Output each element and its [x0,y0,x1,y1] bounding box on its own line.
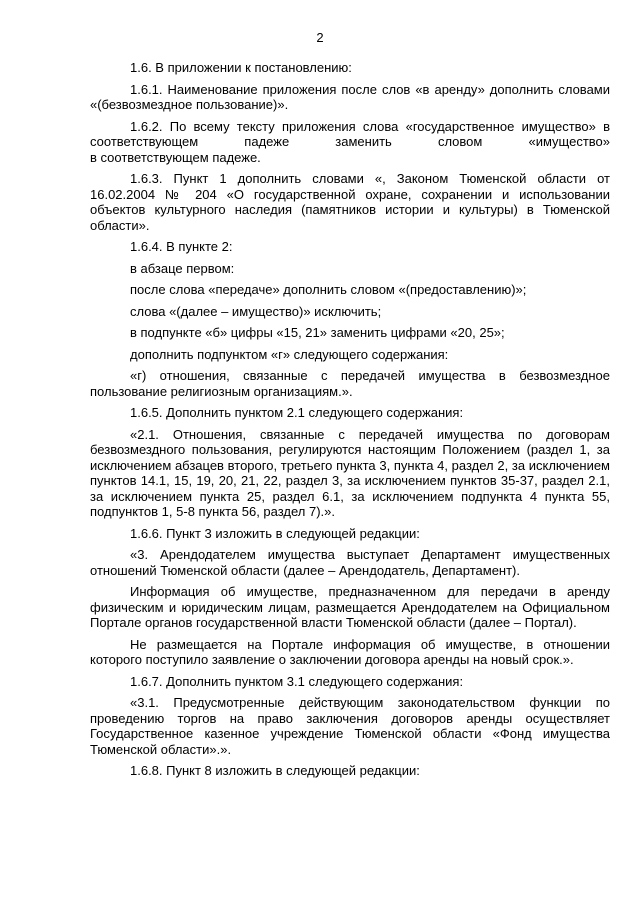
paragraph: 1.6.7. Дополнить пунктом 3.1 следующего содержания: [130,673,464,689]
paragraph: Информация об имуществе, предназначенном для передачи в аренду физическим и юридическим лицам, размещается Арендодателем на Официальном Портале органов государственной власти Тюменской области (далее – Портал). [90,584,610,630]
paragraph: слова «(далее – имущество)» исключить; [130,303,382,319]
paragraph: в абзаце первом: [130,260,235,276]
paragraph: в подпункте «б» цифры «15, 21» заменить цифрами «20, 25»; [130,325,505,340]
paragraph: 1.6.1. Наименование приложения после слов «в аренду» дополнить словами «(безвозмездное пользование)». [90,81,610,112]
paragraph: «3.1. Предусмотренные действующим законодательством функции по проведению торгов на право заключения договоров аренды осуществляет Государственное казенное учреждение Тюменской области «Фонд имущества Тюменской области».». [90,695,610,757]
page-number: 2 [316,30,324,45]
paragraph: 1.6.8. Пункт 8 изложить в следующей редакции: [130,763,420,778]
paragraph: «г) отношения, связанные с передачей имущества в безвозмездное пользование религиозным организациям.». [90,368,610,399]
paragraph: после слова «передаче» дополнить словом «(предоставлению)»; [130,282,527,297]
paragraph: в соответствующем падеже. [90,149,261,165]
document-body [90,60,610,785]
paragraph: Не размещается на Портале информация об имуществе, в отношении которого поступило заявление о заключении договора аренды на новый срок.». [90,636,610,667]
paragraph: 1.6.4. В пункте 2: [130,239,233,254]
paragraph: 1.6.3. Пункт 1 дополнить словами «, Законом Тюменской области от 16.02.2004 № 204 «О государственной охране, сохранении и использовании объектов культурного наследия (памятников истории и культуры) в Тюменской области». [90,171,610,233]
paragraph: 1.6.5. Дополнить пунктом 2.1 следующего содержания: [130,405,464,420]
paragraph: 1.6.2. По всему тексту приложения слова «государственное имущество» в соответствующем падеже заменить словом «имущество» [90,118,610,149]
paragraph: «2.1. Отношения, связанные с передачей имущества по договорам безвозмездного пользования, регулируются настоящим Положением (раздел 1, за исключением абзацев второго, третьего пункта 3, пункта 4, раздел 2, за исключением пунктов 14.1, 15, 19, 20, 21, 22, раздел 3, за исключением пунктов 35-37, раздел 2.1, за исключением пункта 25, раздел 6.1, за исключением подпункта 4 пункта 55, подпунктов 1, 5-8 пункта 56, раздел 7).». [90,426,610,519]
paragraph: дополнить подпунктом «г» следующего содержания: [130,346,449,362]
paragraph: 1.6. В приложении к постановлению: [130,60,352,75]
paragraph: 1.6.6. Пункт 3 изложить в следующей редакции: [130,525,420,541]
paragraph: «3. Арендодателем имущества выступает Департамент имущественных отношений Тюменской области (далее – Арендодатель, Департамент). [90,547,610,578]
